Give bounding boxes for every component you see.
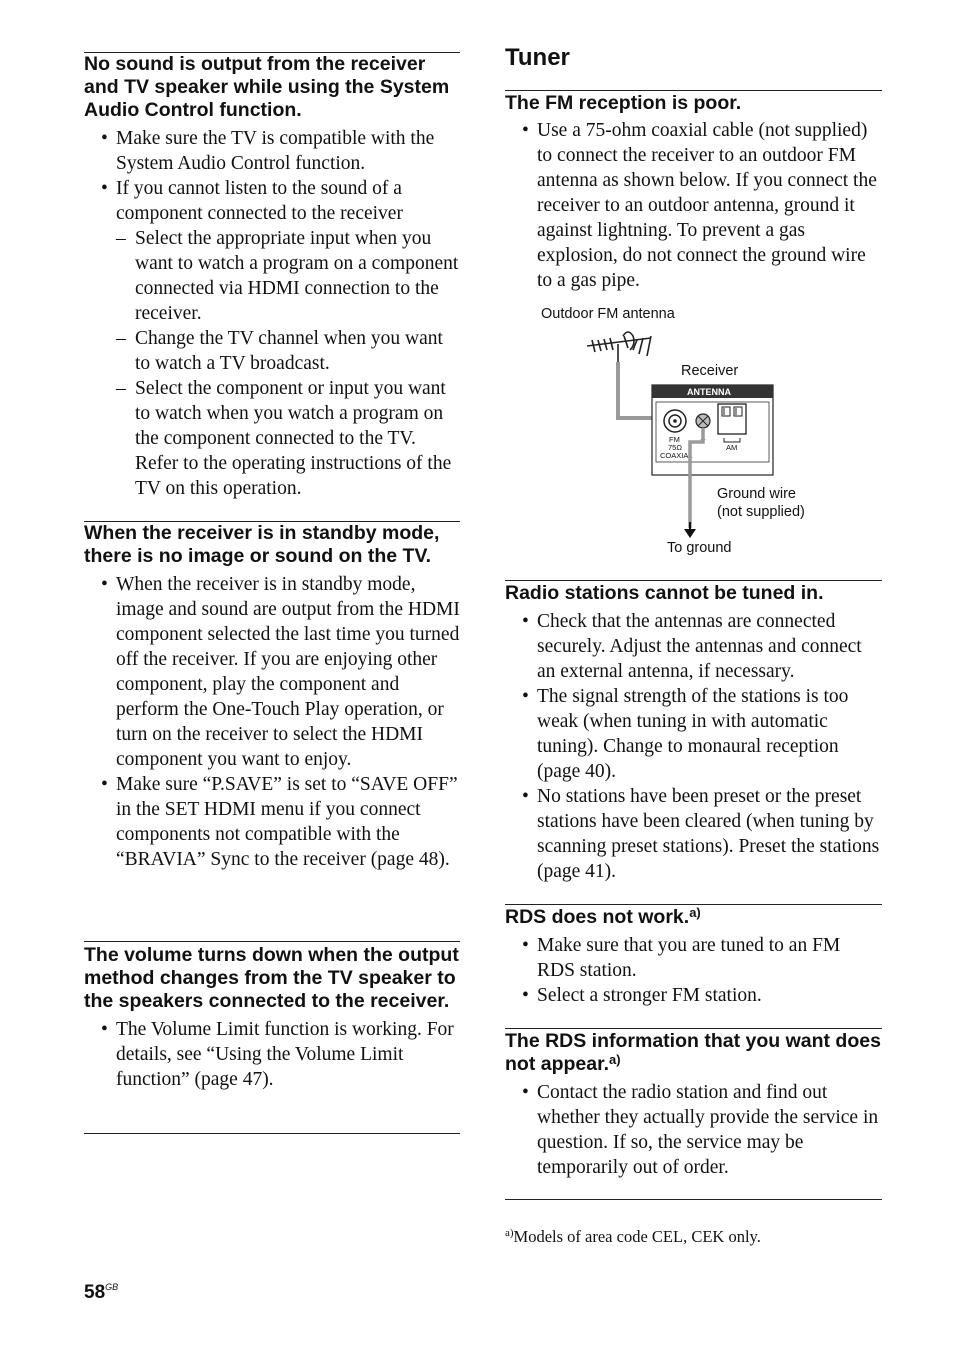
- section-list: [84, 1017, 460, 1092]
- section-heading: [505, 906, 882, 929]
- dash-item: – Select the appropriate input when you want to watch a program on a component connected via HDMI connection to the receiver.: [84, 226, 460, 326]
- coaxial-label: COAXIAL: [660, 451, 693, 460]
- ground-symbol: ⏚: [699, 435, 707, 444]
- footnote: [505, 1226, 761, 1248]
- section-rds-info: [505, 1028, 882, 1180]
- dash-item: – Select the component or input you want to watch when you watch a program on the component connected to the TV. Refer to the operating instructions of the TV on this operation.: [84, 376, 460, 501]
- bullet-item: • Make sure the TV is compatible with the System Audio Control function.: [84, 126, 460, 176]
- heading-text: RDS does not work.: [505, 906, 690, 928]
- bullet-item: • The signal strength of the stations is too weak (when tuning in with automatic tuning). Change to monaural reception (page 40).: [505, 684, 882, 784]
- dash-item: – Change the TV channel when you want to watch a TV broadcast.: [84, 326, 460, 376]
- fm-label: FM: [669, 435, 680, 444]
- bullet-item: • Contact the radio station and find out whether they actually provide the service in question. If so, the service may be temporarily out of order.: [505, 1080, 882, 1180]
- section-heading: The FM reception is poor.: [505, 92, 742, 114]
- section-heading: No sound is output from the receiver and TV speaker while using the System Audio Control function.: [84, 53, 450, 121]
- ground-wire: [690, 428, 703, 528]
- section-list: [84, 126, 460, 501]
- section-heading: Radio stations cannot be tuned in.: [505, 582, 824, 604]
- section-list: [505, 118, 882, 293]
- ground-arrow-icon: [684, 529, 696, 538]
- bullet-item: • The Volume Limit function is working. For details, see “Using the Volume Limit function” (page 47).: [84, 1017, 460, 1092]
- footnote-ref: a): [689, 905, 701, 920]
- section-list: [505, 933, 882, 1008]
- section-list: [505, 1080, 882, 1180]
- section-rule: [505, 90, 882, 91]
- receiver-label: Receiver: [681, 363, 739, 379]
- footnote-ref: a): [609, 1052, 621, 1067]
- bullet-item: • Check that the antennas are connected securely. Adjust the antennas and connect an external antenna, if necessary.: [505, 609, 882, 684]
- to-ground-label: To ground: [667, 540, 732, 556]
- column-end-rule: [84, 1133, 460, 1134]
- section-rds-not-work: [505, 904, 882, 1008]
- bullet-item: • Make sure “P.SAVE” is set to “SAVE OFF” in the SET HDMI menu if you connect components not compatible with the “BRAVIA” Sync to the receiver (page 48).: [84, 772, 460, 872]
- am-label: AM: [726, 443, 738, 452]
- section-fm-reception: [505, 90, 882, 293]
- ground-wire-label: Ground wire: [717, 486, 796, 502]
- section-stations-not-tuned: [505, 580, 882, 884]
- section-volume: [84, 941, 460, 1092]
- antenna-panel-label: ANTENNA: [687, 387, 731, 397]
- page-number-suffix: GB: [105, 1282, 119, 1292]
- bullet-item: • Make sure that you are tuned to an FM RDS station.: [505, 933, 882, 983]
- page-title: Tuner: [505, 44, 570, 71]
- section-heading: [505, 1030, 882, 1076]
- bullet-item: • Select a stronger FM station.: [505, 983, 882, 1008]
- section-no-sound: [84, 52, 460, 501]
- heading-text: The RDS information that you want does not appear.: [505, 1030, 881, 1075]
- footnote-text: Models of area code CEL, CEK only.: [513, 1227, 761, 1246]
- ohm-label: 75Ω: [668, 443, 682, 452]
- ground-wire-note: (not supplied): [717, 504, 805, 520]
- bullet-item: • When the receiver is in standby mode, image and sound are output from the HDMI component selected the last time you turned off the receiver. If you are enjoying other component, play the component and perform the One-Touch Play operation, or turn on the receiver to select the HDMI component you want to enjoy.: [84, 572, 460, 772]
- section-rule: [505, 1028, 882, 1029]
- antenna-connection-diagram: [520, 300, 880, 562]
- bullet-item: • No stations have been preset or the preset stations have been cleared (when tuning by scanning preset stations). Preset the stations (page 41).: [505, 784, 882, 884]
- section-standby: [84, 521, 460, 872]
- bullet-item: • Use a 75-ohm coaxial cable (not supplied) to connect the receiver to an outdoor FM antenna as shown below. If you connect the receiver to an outdoor antenna, ground it against lightning. To prevent a gas explosion, do not connect the ground wire to a gas pipe.: [505, 118, 882, 293]
- section-rule: [84, 941, 460, 942]
- fm-antenna-icon: [587, 332, 651, 366]
- section-heading: The volume turns down when the output method changes from the TV speaker to the speakers connected to the receiver.: [84, 944, 459, 1012]
- bullet-item: • If you cannot listen to the sound of a component connected to the receiver: [84, 176, 460, 226]
- section-rule: [505, 580, 882, 581]
- section-heading: When the receiver is in standby mode, there is no image or sound on the TV.: [84, 522, 440, 567]
- footnote-mark: a): [505, 1227, 514, 1239]
- receiver-panel: [652, 385, 773, 475]
- page-number-value: 58: [84, 1282, 106, 1303]
- column-end-rule: [505, 1199, 882, 1200]
- page-number: [84, 1282, 118, 1304]
- outdoor-antenna-label: Outdoor FM antenna: [541, 306, 675, 322]
- section-list: [84, 572, 460, 872]
- section-list: [505, 609, 882, 884]
